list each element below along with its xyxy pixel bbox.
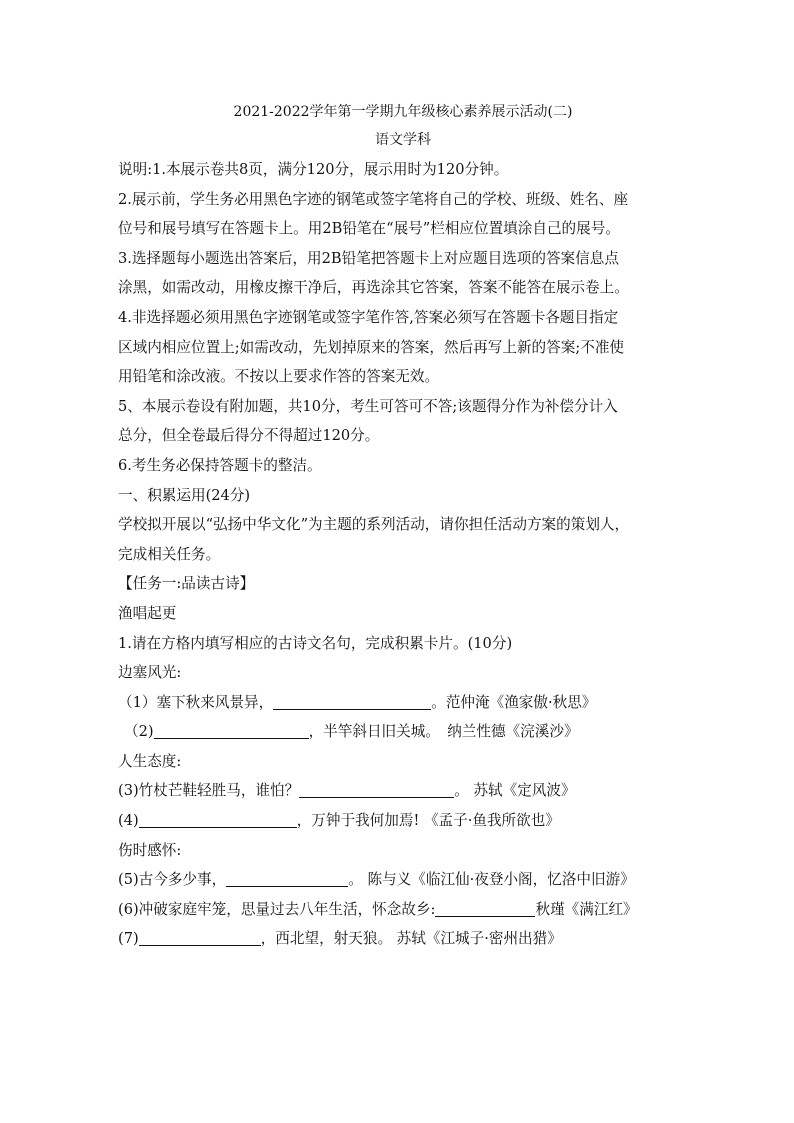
- card-item-2-prefix: （2): [124, 723, 154, 741]
- card-item-4-suffix: ，万钟于我何加焉! 《孟子·鱼我所欲也》: [296, 812, 560, 830]
- card-item-6: [118, 895, 688, 925]
- card-item-5-suffix: 。 陈与义《临江仙·夜登小阁，忆洛中旧游》: [348, 871, 635, 889]
- exam-title: 2021-2022学年第一学期九年级核心素养展示活动(二): [233, 104, 573, 120]
- instruction-line-3: 位号和展号填写在答题卡上。用2B铅笔在“展号”栏相应位置填涂自己的展号。: [118, 220, 620, 238]
- question-1: 1.请在方格内填写相应的古诗文名句，完成积累卡片。(10分): [118, 634, 513, 652]
- section-heading: 一、积累运用(24分): [118, 486, 251, 504]
- card-group-frontier: 边塞风光:: [118, 664, 182, 682]
- instruction-line-10: 总分，但全卷最后得分不得超过120分。: [118, 427, 380, 445]
- card-item-1: [118, 688, 688, 718]
- card-item-7-suffix: ，西北望，射天狼。 苏轼《江城子·密州出猎》: [260, 930, 562, 948]
- instruction-line-4: 3.选择题每小题选出答案后，用2B铅笔把答题卡上对应题目选项的答案信息点: [118, 249, 619, 267]
- card-item-7-prefix: (7): [118, 930, 139, 948]
- answer-blank-7[interactable]: [139, 929, 261, 946]
- card-group-attitude: 人生态度:: [118, 752, 182, 770]
- instruction-line-8: 用铅笔和涂改液。不按以上要求作答的答案无效。: [118, 368, 440, 386]
- exam-page: [118, 100, 688, 954]
- task-heading: 【任务一:品读古诗】: [118, 575, 255, 593]
- section-intro-line-2: 完成相关任务。: [118, 545, 221, 563]
- answer-blank-5[interactable]: [226, 870, 348, 887]
- card-item-5-prefix: (5)古今多少事，: [118, 871, 227, 889]
- card-item-2: [118, 717, 688, 747]
- answer-blank-1[interactable]: [273, 693, 431, 710]
- card-item-4-prefix: (4): [118, 812, 139, 830]
- section-intro-line-1: 学校拟开展以“弘扬中华文化”为主题的系列活动，请你担任活动方案的策划人，: [118, 516, 630, 534]
- card-item-3: [118, 776, 688, 806]
- card-item-5: [118, 865, 688, 895]
- card-item-3-prefix: (3)竹杖芒鞋轻胜马，谁怕？: [118, 782, 300, 800]
- answer-blank-4[interactable]: [139, 811, 297, 828]
- instruction-line-2: 2.展示前，学生务必用黑色字迹的钢笔或签字笔将自己的学校、班级、姓名、座: [118, 190, 629, 208]
- card-item-1-suffix: 。范仲淹《渔家傲·秋思》: [431, 693, 597, 711]
- instruction-line-7: 区域内相应位置上;如需改动，先划掉原来的答案，然后再写上新的答案;不准使: [118, 338, 625, 356]
- answer-blank-3[interactable]: [299, 781, 454, 798]
- card-group-reflection: 伤时感怀:: [118, 841, 182, 859]
- card-item-6-suffix: 秋瑾《满江红》: [535, 900, 638, 918]
- card-item-2-suffix: ，半竿斜日旧关城。 纳兰性德《浣溪沙》: [308, 723, 579, 741]
- card-item-3-suffix: 。 苏轼《定风波》: [454, 782, 576, 800]
- card-item-1-prefix: （1）塞下秋来风景异，: [118, 693, 274, 711]
- instruction-line-5: 涂黑，如需改动，用橡皮擦干净后，再选涂其它答案，答案不能答在展示卷上。: [118, 279, 629, 297]
- answer-blank-6[interactable]: [435, 900, 535, 917]
- instruction-line-11: 6.考生务必保持答题卡的整洁。: [118, 456, 322, 474]
- card-item-6-prefix: (6)冲破家庭牢笼，思量过去八年生活，怀念故乡:: [118, 900, 436, 918]
- answer-blank-2[interactable]: [154, 722, 309, 739]
- card-item-4: [118, 806, 688, 836]
- subject-title: 语文学科: [375, 132, 431, 148]
- instruction-line-9: 5、本展示卷设有附加题，共10分，考生可答可不答;该题得分作为补偿分计入: [118, 397, 618, 415]
- task-subheading: 渔唱起更: [118, 604, 177, 622]
- instruction-line-6: 4.非选择题必须用黑色字迹钢笔或签字笔作答,答案必须写在答题卡各题目指定: [118, 308, 619, 326]
- card-item-7: [118, 924, 688, 954]
- instruction-line-1: 说明:1.本展示卷共8页，满分120分，展示用时为120分钟。: [118, 161, 509, 178]
